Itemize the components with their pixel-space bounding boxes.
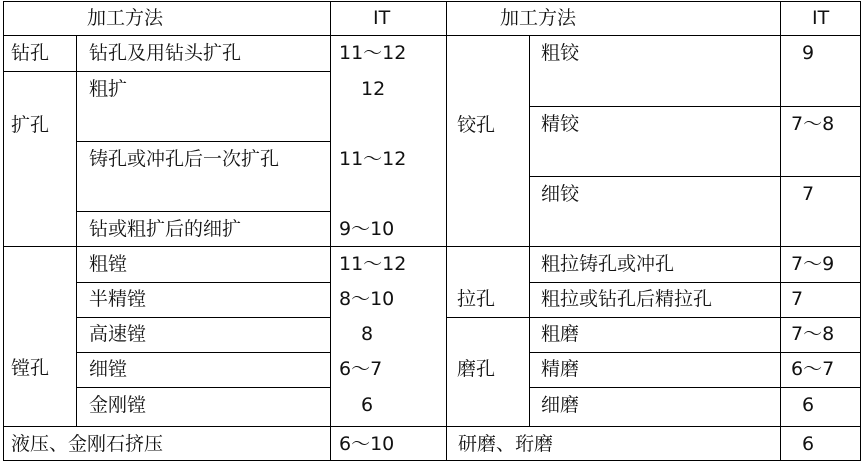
it-cell: 7～9 [791, 253, 835, 275]
it-cell: 7～8 [791, 113, 835, 135]
method-cell: 精铰 [541, 113, 580, 135]
it-cell: 7 [791, 288, 804, 310]
table-border-right [860, 1, 861, 461]
method-cell: 细铰 [541, 183, 580, 205]
left-divider-boring-2 [76, 317, 331, 318]
left-divider-enlarging-2 [76, 211, 331, 212]
header-it-left: IT [373, 7, 391, 29]
it-cell: 7～8 [791, 323, 835, 345]
column-divider-right-it [780, 1, 781, 461]
left-divider-boring-4 [76, 387, 331, 388]
header-bottom-line [3, 35, 861, 36]
method-cell: 粗磨 [541, 323, 580, 345]
column-divider-left-category [76, 35, 77, 426]
right-divider-grinding-1 [529, 352, 861, 353]
it-cell: 7 [802, 183, 815, 205]
column-divider-center [446, 1, 447, 461]
category-grinding: 磨孔 [457, 358, 496, 380]
bottom-row-divider [3, 426, 861, 427]
method-cell: 金刚镗 [89, 394, 147, 416]
header-method-left: 加工方法 [87, 7, 164, 29]
method-cell: 钻孔及用钻头扩孔 [89, 42, 242, 64]
method-cell: 粗拉或钻孔后精拉孔 [541, 288, 713, 310]
header-it-right: IT [812, 7, 830, 29]
table-border-bottom [3, 460, 861, 461]
table-border-left [3, 1, 4, 461]
header-method-right: 加工方法 [500, 7, 577, 29]
it-cell: 6～7 [791, 358, 835, 380]
method-cell: 粗镗 [89, 253, 128, 275]
method-cell: 铸孔或冲孔后一次扩孔 [89, 148, 280, 170]
column-divider-left-it [330, 1, 331, 461]
method-cell: 粗铰 [541, 42, 580, 64]
right-divider-reaming-2 [529, 176, 861, 177]
category-drilling: 钻孔 [11, 42, 50, 64]
method-cell: 粗扩 [89, 78, 128, 100]
it-cell-extrusion: 6～10 [339, 433, 395, 455]
right-divider-reaming-1 [529, 106, 861, 107]
left-divider-drilling [3, 71, 331, 72]
left-divider-boring-3 [76, 352, 331, 353]
method-cell-extrusion: 液压、金刚石挤压 [11, 433, 164, 455]
method-cell: 细镗 [89, 358, 128, 380]
left-divider-enlarging-1 [76, 141, 331, 142]
it-cell: 12 [361, 78, 386, 100]
category-boring: 镗孔 [11, 357, 50, 379]
method-cell: 精磨 [541, 358, 580, 380]
it-cell: 11～12 [339, 42, 407, 64]
it-cell: 6～7 [339, 358, 383, 380]
right-divider-grinding-start [446, 317, 861, 318]
it-cell: 8～10 [339, 288, 395, 310]
method-cell: 钻或粗扩后的细扩 [89, 218, 242, 240]
category-reaming: 铰孔 [457, 114, 496, 136]
right-divider-broaching-start [446, 246, 861, 247]
it-cell: 6 [802, 394, 815, 416]
it-cell: 11～12 [339, 148, 407, 170]
right-divider-broaching-1 [529, 282, 861, 283]
method-cell: 半精镗 [89, 288, 147, 310]
method-cell: 粗拉铸孔或冲孔 [541, 253, 675, 275]
category-enlarging: 扩孔 [11, 114, 50, 136]
it-cell: 9～10 [339, 218, 395, 240]
column-divider-right-category [529, 35, 530, 426]
right-divider-grinding-2 [529, 387, 861, 388]
table-border-top [3, 1, 861, 2]
left-divider-boring-start [3, 246, 447, 247]
it-cell: 6 [361, 394, 374, 416]
method-cell: 高速镗 [89, 323, 147, 345]
method-cell-lapping: 研磨、珩磨 [458, 433, 554, 455]
it-cell: 9 [802, 42, 815, 64]
it-cell-lapping: 6 [802, 433, 815, 455]
it-cell: 11～12 [339, 253, 407, 275]
it-cell: 8 [361, 323, 374, 345]
method-cell: 细磨 [541, 394, 580, 416]
category-broaching: 拉孔 [457, 288, 496, 310]
left-divider-boring-1 [76, 282, 331, 283]
